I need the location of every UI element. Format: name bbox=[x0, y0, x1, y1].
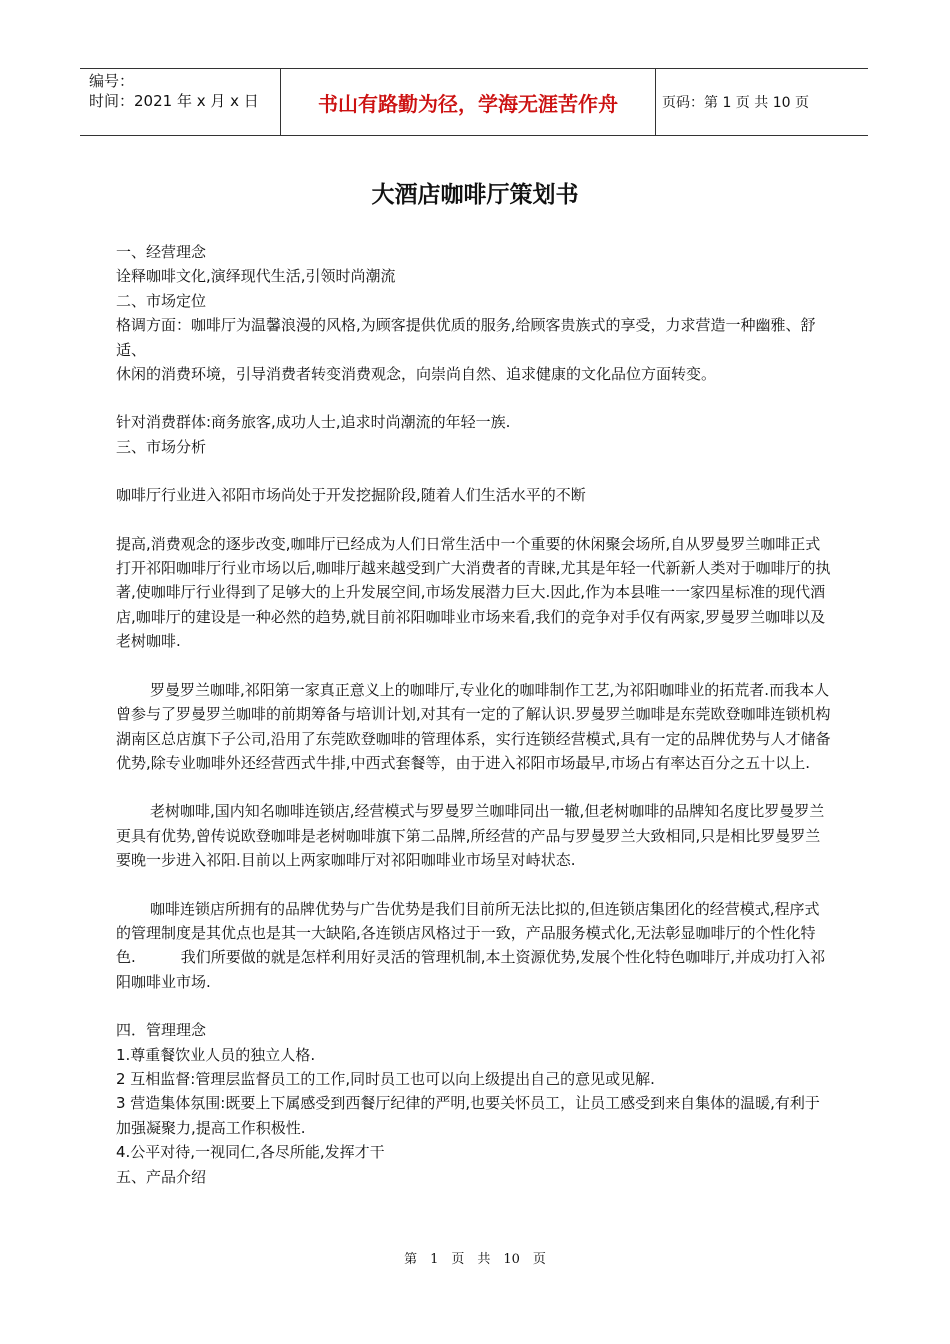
section-2-heading: 二、市场定位 bbox=[116, 291, 207, 310]
section-2-text-3: 针对消费群体:商务旅客,成功人士,追求时尚潮流的年轻一族. bbox=[116, 413, 511, 432]
section-3-paragraph-1: 咖啡厅行业进入祁阳市场尚处于开发挖掘阶段,随着人们生活水平的不断 bbox=[116, 486, 586, 505]
time-label: 时间：2021 年 x 月 x 日 bbox=[89, 92, 259, 110]
section-1-heading: 一、经营理念 bbox=[116, 243, 207, 261]
header-page-info: 页码：第 1 页 共 10 页 bbox=[662, 95, 809, 111]
section-4-item-4: 4.公平对待,一视同仁,各尽所能,发挥才干 bbox=[116, 1143, 385, 1162]
section-4-item-3: 3 营造集体氛围:既要上下属感受到西餐厅纪律的严明,也要关怀员工，让员工感受到来自集体的温暖,有利于加强凝聚力,提高工作积极性. bbox=[116, 1094, 820, 1137]
section-3-paragraph-5: 咖啡连锁店所拥有的品牌优势与广告优势是我们目前所无法比拟的,但连锁店集团化的经营模式,程序式的管理制度是其优点也是其一大缺陷,各连锁店风格过于一致，产品服务模式化,无法彰显咖啡厅的个性化特色. 我们所要做的就是怎样利用好灵活的管理机制,本土资源优势,发展个性化特色咖啡厅,并成功打入祁阳咖啡业市场. bbox=[116, 899, 826, 991]
section-2-text-2: 休闲的消费环境，引导消费者转变消费观念，向崇尚自然、追求健康的文化品位方面转变。 bbox=[116, 365, 717, 384]
page-footer: 第 1 页 共 10 页 bbox=[404, 1252, 546, 1267]
section-2-text-1: 格调方面：咖啡厅为温馨浪漫的风格,为顾客提供优质的服务,给顾客贵族式的享受，力求营造一种幽雅、舒适、 bbox=[116, 316, 816, 359]
section-3-paragraph-3: 罗曼罗兰咖啡,祁阳第一家真正意义上的咖啡厅,专业化的咖啡制作工艺,为祁阳咖啡业的拓荒者.而我本人曾参与了罗曼罗兰咖啡的前期筹备与培训计划,对其有一定的了解认识.罗曼罗兰咖啡是东莞欧登咖啡连锁机构湖南区总店旗下子公司,沿用了东莞欧登咖啡的管理体系，实行连锁经营模式,具有一定的品牌优势与人才储备优势,除专业咖啡外还经营西式牛排,中西式套餐等，由于进入祁阳市场最早,市场占有率达百分之五十以上. bbox=[116, 680, 831, 772]
section-3-paragraph-4: 老树咖啡,国内知名咖啡连锁店,经营模式与罗曼罗兰咖啡同出一辙,但老树咖啡的品牌知名度比罗曼罗兰更具有优势,曾传说欧登咖啡是老树咖啡旗下第二品牌,所经营的产品与罗曼罗兰大致相同,只是相比罗曼罗兰要晚一步进入祁阳.目前以上两家咖啡厅对祁阳咖啡业市场呈对峙状态. bbox=[116, 802, 825, 870]
section-4-heading: 四．管理理念 bbox=[116, 1021, 207, 1040]
document-title: 大酒店咖啡厅策划书 bbox=[371, 182, 579, 208]
section-4-item-2: 2 互相监督:管理层监督员工的工作,同时员工也可以向上级提出自己的意见或见解. bbox=[116, 1069, 655, 1088]
section-4-item-1: 1.尊重餐饮业人员的独立人格. bbox=[116, 1045, 316, 1064]
section-3-heading: 三、市场分析 bbox=[116, 437, 207, 456]
section-1-text: 诠释咖啡文化,演绎现代生活,引领时尚潮流 bbox=[116, 267, 396, 286]
header-table bbox=[80, 68, 868, 136]
section-5-heading: 五、产品介绍 bbox=[116, 1167, 207, 1186]
header-left-cell bbox=[80, 69, 281, 135]
section-3-paragraph-2: 提高,消费观念的逐步改变,咖啡厅已经成为人们日常生活中一个重要的休闲聚会场所,自从罗曼罗兰咖啡正式打开祁阳咖啡厅行业市场以后,咖啡厅越来越受到广大消费者的青睐,尤其是年轻一代新新人类对于咖啡厅的执著,使咖啡厅行业得到了足够大的上升发展空间,市场发展潜力巨大.因此,作为本县唯一一家四星标准的现代酒店,咖啡厅的建设是一种必然的趋势,就目前祁阳咖啡业市场来看,我们的竞争对手仅有两家,罗曼罗兰咖啡以及老树咖啡. bbox=[116, 534, 831, 651]
document-body bbox=[116, 240, 834, 1189]
header-motto: 书山有路勤为径，学海无涯苦作舟 bbox=[281, 69, 656, 135]
serial-label: 编号： bbox=[89, 72, 135, 90]
